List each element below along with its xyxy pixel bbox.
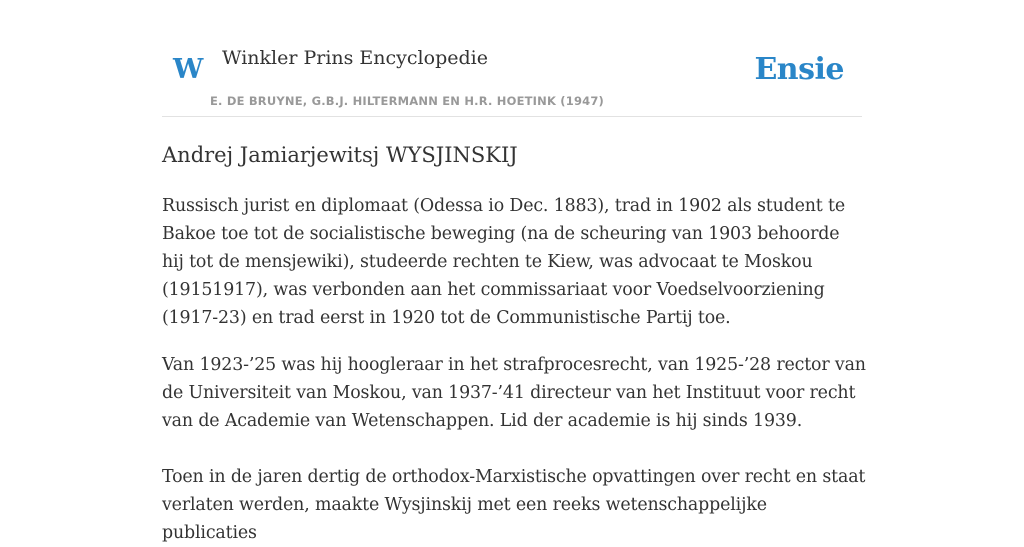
ensie-logo[interactable]: Ensie: [754, 52, 844, 87]
article-title: Andrej Jamiarjewitsj WYSJINSKIJ: [162, 143, 518, 167]
article-body: [162, 192, 866, 547]
site-subtitle: E. DE BRUYNE, G.B.J. HILTERMANN EN H.R. HOETINK (1947): [210, 94, 605, 108]
article-paragraph-1: Russisch jurist en diplomaat (Odessa io Dec. 1883), trad in 1902 als student te Bakoe toe tot de socialistische beweging (na de scheuring van 1903 behoorde hij tot de mensjewiki), studeerde rechten te Kiew, was advocaat te Moskou (19151917), was verbonden aan het commissariaat voor Voedselvoorziening (1917-23) en trad eerst in 1920 tot de Communistische Partij toe.: [162, 196, 846, 328]
site-header: [162, 0, 862, 117]
article-paragraph-3: Toen in de jaren dertig de orthodox-Marxistische opvattingen over recht en staat verlaten werden, maakte Wysjinskij met een reeks wetenschappelijke publicaties: [162, 467, 866, 543]
article-paragraph-2: Van 1923-’25 was hij hoogleraar in het strafprocesrecht, van 1925-’28 rector van de Universiteit van Moskou, van 1937-’41 directeur van het Instituut voor recht van de Academie van Wetenschappen. Lid der academie is hij sinds 1939.: [162, 355, 866, 431]
winkler-prins-logo[interactable]: W: [173, 54, 204, 85]
site-title[interactable]: Winkler Prins Encyclopedie: [222, 47, 488, 69]
